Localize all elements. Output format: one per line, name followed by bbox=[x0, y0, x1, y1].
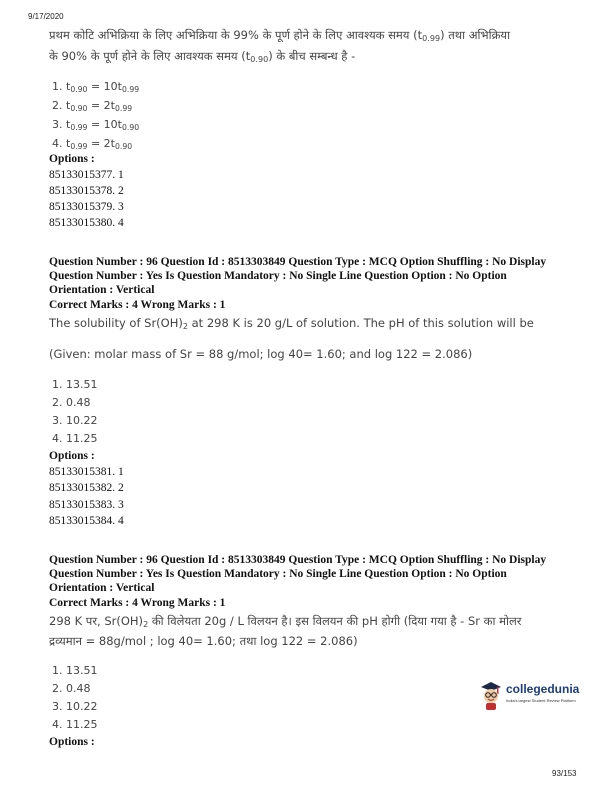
option-2: 2. $t_{0.90} = 2t_{0.99}$ bbox=[52, 99, 133, 113]
option-1: 1. 13.51 bbox=[52, 378, 98, 391]
logo-tagline: India's largest Student Review Platform bbox=[506, 698, 576, 703]
option-4: 4. 11.25 bbox=[52, 432, 98, 445]
mascot-icon bbox=[479, 681, 503, 711]
marks-line: Correct Marks : 4 Wrong Marks : 1 bbox=[49, 597, 226, 609]
option-3: 3. 10.22 bbox=[52, 700, 98, 713]
option-2: 2. 0.48 bbox=[52, 682, 91, 695]
options-label: Options : bbox=[49, 736, 95, 748]
option-id: 85133015384. 4 bbox=[49, 515, 124, 527]
question-meta-line2: Question Number : Yes Is Question Mandatory : No Single Line Question Option : No Option bbox=[49, 270, 507, 282]
logo-brand-text: collegedunia bbox=[506, 682, 580, 696]
question-hindi-line1: 298 K पर, $Sr(OH)_2$ की विलेयता 20g / L विलयन है। इस विलयन की pH होगी (दिया गया है - Sr का मोलर bbox=[49, 614, 522, 629]
option-1: 1. 13.51 bbox=[52, 664, 98, 677]
page-number: 93/153 bbox=[552, 769, 577, 778]
option-4: 4. $t_{0.99} = 2t_{0.90}$ bbox=[52, 137, 133, 151]
print-date: 9/17/2020 bbox=[28, 12, 64, 21]
question-meta-line3: Orientation : Vertical bbox=[49, 284, 155, 296]
question-meta-line2: Question Number : Yes Is Question Mandatory : No Single Line Question Option : No Option bbox=[49, 568, 507, 580]
question-hindi-line2: के 90% के पूर्ण होने के लिए आवश्यक समय $(t_{0.90})$ के बीच सम्बन्ध है - bbox=[49, 49, 356, 64]
option-id: 85133015380. 4 bbox=[49, 217, 124, 229]
option-id: 85133015379. 3 bbox=[49, 201, 124, 213]
option-1: 1. $t_{0.90} = 10t_{0.99}$ bbox=[52, 80, 140, 94]
option-id: 85133015382. 2 bbox=[49, 482, 124, 494]
marks-line: Correct Marks : 4 Wrong Marks : 1 bbox=[49, 299, 226, 311]
question-meta-line1: Question Number : 96 Question Id : 8513303849 Question Type : MCQ Option Shuffling : No Display bbox=[49, 256, 547, 268]
option-3: 3. $t_{0.99} = 10t_{0.90}$ bbox=[52, 118, 140, 132]
question-meta-line3: Orientation : Vertical bbox=[49, 582, 155, 594]
options-label: Options : bbox=[49, 450, 95, 462]
option-2: 2. 0.48 bbox=[52, 396, 91, 409]
question-hindi-line1: प्रथम कोटि अभिक्रिया के लिए अभिक्रिया के 99% के पूर्ण होने के लिए आवश्यक समय $(t_{0.99})$ तथा अभिक्रिया bbox=[49, 28, 511, 43]
collegedunia-logo bbox=[479, 679, 580, 713]
option-id: 85133015381. 1 bbox=[49, 466, 124, 478]
question-meta-line1: Question Number : 96 Question Id : 8513303849 Question Type : MCQ Option Shuffling : No Display bbox=[49, 554, 547, 566]
option-id: 85133015378. 2 bbox=[49, 185, 124, 197]
options-label: Options : bbox=[49, 153, 95, 165]
question-hindi-line2: द्रव्यमान = 88g/mol ; log 40= 1.60; तथा log 122 = 2.086) bbox=[49, 634, 358, 648]
option-id: 85133015377. 1 bbox=[49, 169, 124, 181]
question-text: The solubility of $Sr(OH)_2$ at 298 K is 20 g/L of solution. The pH of this solution will be bbox=[49, 316, 534, 331]
question-given: (Given: molar mass of Sr = 88 g/mol; log 40= 1.60; and log 122 = 2.086) bbox=[49, 347, 473, 361]
option-4: 4. 11.25 bbox=[52, 718, 98, 731]
option-id: 85133015383. 3 bbox=[49, 499, 124, 511]
option-3: 3. 10.22 bbox=[52, 414, 98, 427]
